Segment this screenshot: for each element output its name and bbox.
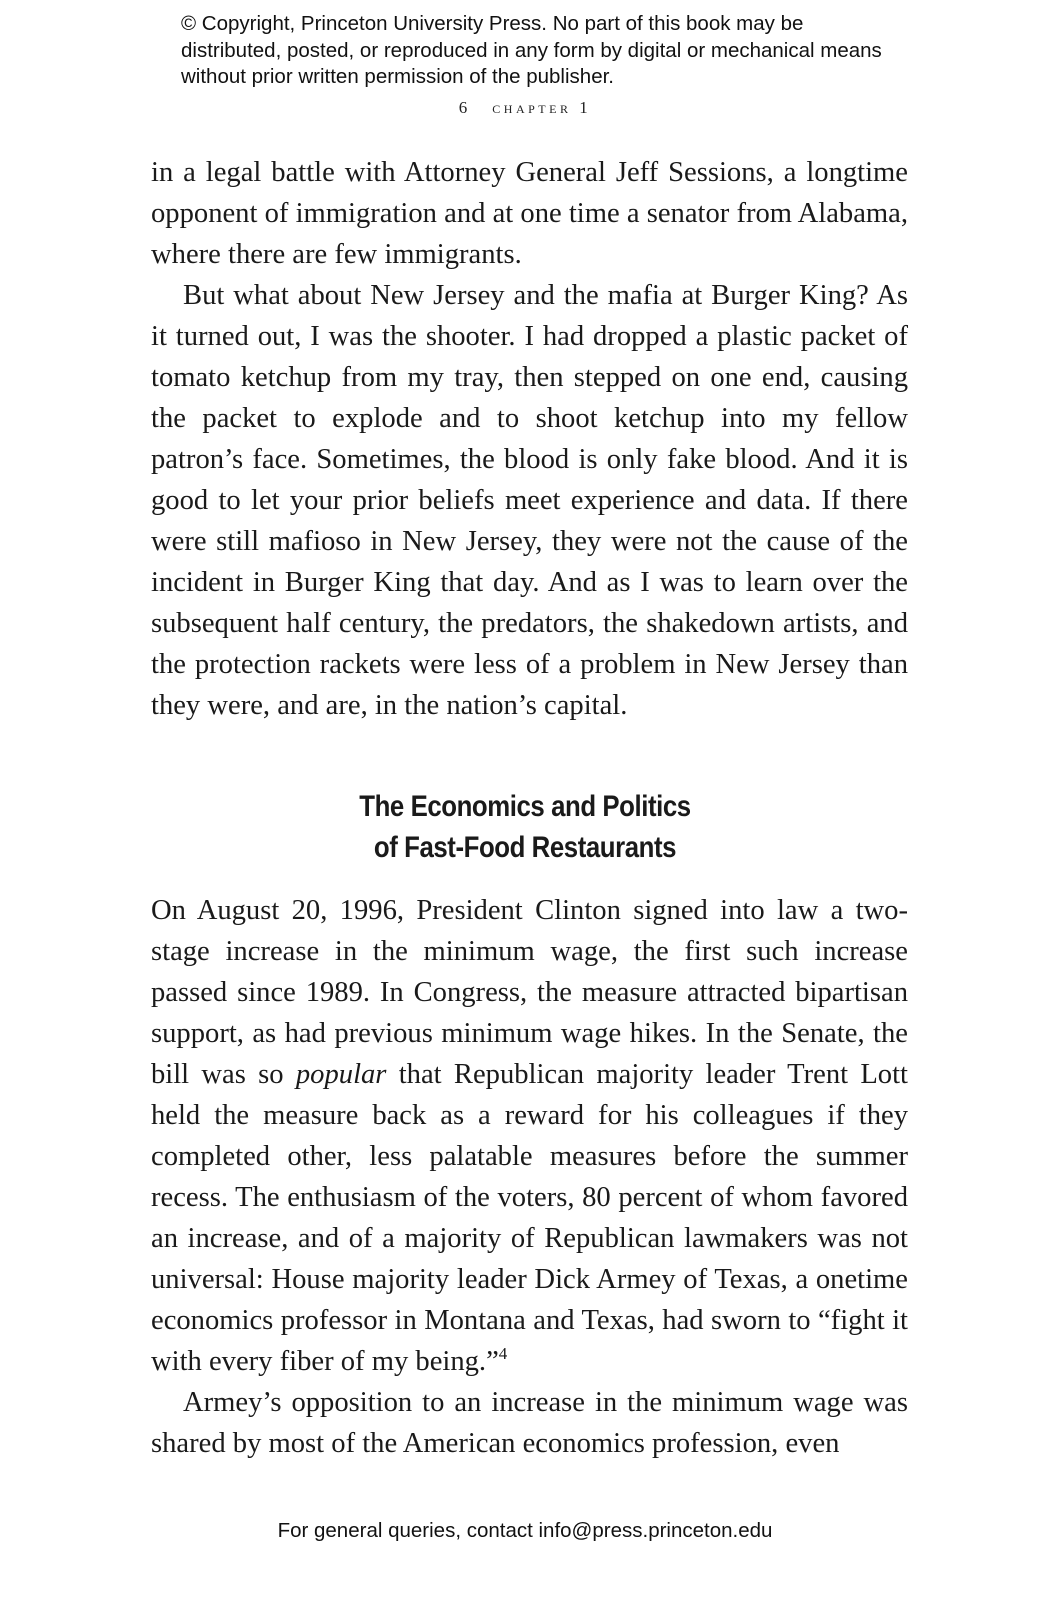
italic-emphasis: popular <box>295 1059 387 1090</box>
body-text-bottom <box>151 890 908 1464</box>
section-heading-line-2: of Fast-Food Restaurants <box>373 831 677 864</box>
section-heading-line-1: The Economics and Politics <box>359 790 691 823</box>
paragraph <box>151 890 908 1382</box>
section-heading <box>74 786 977 868</box>
paragraph: But what about New Jersey and the mafia at Burger King? As it turned out, I was the shooter. I had dropped a plastic packet of tomato ketchup from my tray, then stepped on one end, causing the packet to explode and to shoot ketchup into my fellow patron’s face. Sometimes, the blood is only fake blood. And it is good to let your prior beliefs meet experience and data. If there were still mafioso in New Jersey, they were not the cause of the incident in Burger King that day. And as I was to learn over the subsequent half century, the predators, the shakedown artists, and the protection rackets were less of a problem in New Jersey than they were, and are, in the nation’s capital. <box>151 280 908 721</box>
footnote-marker[interactable]: 4 <box>498 1344 508 1363</box>
paragraph-text: that Republican majority leader Trent Lott held the measure back as a reward for his colleagues if they completed other, less palatable measures before the summer recess. The enthusiasm of the voters, 80 percent of whom favored an increase, and of a majority of Republican lawmakers was not universal: House majority leader Dick Armey of Texas, a onetime economics professor in Montana and Texas, had sworn to “fight it with every fiber of my being.” <box>151 1059 908 1377</box>
paragraph-text: On August 20, 1996, President Clinton signed into law a two-stage increase in the minimum wage, the first such increase passed since 1989. In Congress, the measure attracted bipartisan support, as had previous minimum wage hikes. In the Senate, the bill was so <box>151 895 908 1090</box>
paragraph: in a legal battle with Attorney General Jeff Sessions, a longtime opponent of immigration and at one time a senator from Alabama, where there are few immigrants. <box>151 157 908 270</box>
copyright-notice: © Copyright, Princeton University Press. No part of this book may be distributed, posted, or reproduced in any form by digital or mechanical means without prior written permission of the publisher. <box>181 12 882 88</box>
running-head <box>0 98 1050 118</box>
paragraph: Armey’s opposition to an increase in the minimum wage was shared by most of the American economics profession, even <box>151 1387 908 1459</box>
page-number: 6 <box>458 98 471 117</box>
footer-contact: For general queries, contact info@press.princeton.edu <box>277 1519 773 1542</box>
body-text-top <box>151 152 908 726</box>
chapter-label: chapter 1 <box>492 98 592 117</box>
